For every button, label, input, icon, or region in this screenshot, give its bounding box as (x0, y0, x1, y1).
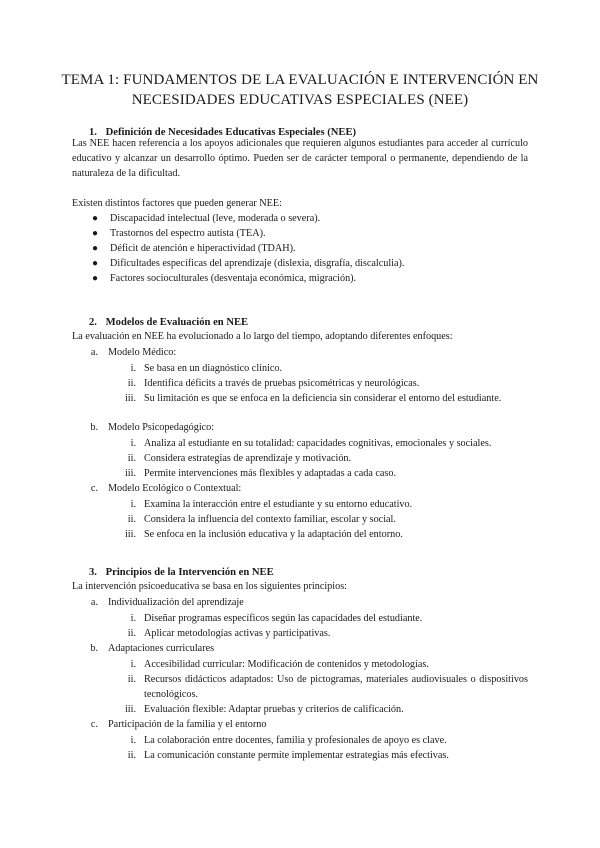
list-item: Se enfoca en la inclusión educativa y la adaptación del entorno. (144, 529, 403, 540)
list-item: Considera la influencia del contexto familiar, escolar y social. (144, 514, 396, 525)
list-item: Considera estrategias de aprendizaje y motivación. (144, 453, 352, 464)
section-3-number: 3. (89, 567, 97, 578)
title-line-2: NECESIDADES EDUCATIVAS ESPECIALES (NEE) (131, 92, 469, 108)
bullet-icon: ● (92, 228, 99, 239)
list-marker: a. (90, 347, 98, 358)
list-item: Identifica déficits a través de pruebas psicométricas y neurológicas. (144, 378, 420, 389)
section-2-title: Modelos de Evaluación en NEE (105, 317, 249, 328)
list-marker: ii. (127, 674, 136, 685)
principle-name: Participación de la familia y el entorno (108, 719, 267, 730)
list-marker: i. (130, 499, 136, 510)
list-marker: c. (90, 719, 98, 730)
section-1-title: Definición de Necesidades Educativas Especiales (NEE) (105, 127, 357, 138)
list-marker: iii. (124, 393, 136, 404)
list-item: Recursos didácticos adaptados: Uso de pictogramas, materiales audiovisuales o dispositivos tecnológicos. (144, 674, 528, 701)
list-item: Analiza al estudiante en su totalidad: capacidades cognitivas, emocionales y sociales. (144, 438, 492, 449)
section-3-intro: La intervención psicoeducativa se basa en los siguientes principios: (72, 581, 347, 592)
model-name: Modelo Ecológico o Contextual: (108, 483, 242, 494)
section-1-number: 1. (89, 127, 97, 138)
model-name: Modelo Médico: (108, 347, 177, 358)
list-item: Aplicar metodologías activas y participativas. (144, 628, 331, 639)
section-3-title: Principios de la Intervención en NEE (105, 567, 274, 578)
section-2-heading (89, 316, 248, 330)
list-marker: i. (130, 438, 136, 449)
bullet-icon: ● (92, 273, 99, 284)
section-2-intro: La evaluación en NEE ha evolucionado a lo largo del tiempo, adoptando diferentes enfoques: (72, 331, 453, 342)
list-marker: ii. (127, 453, 136, 464)
list-marker: iii. (124, 468, 136, 479)
list-marker: i. (130, 363, 136, 374)
factor-text: Factores socioculturales (desventaja económica, migración). (110, 273, 357, 284)
list-marker: i. (130, 659, 136, 670)
list-item: La colaboración entre docentes, familia y profesionales de apoyo es clave. (144, 735, 447, 746)
principle-name: Adaptaciones curriculares (108, 643, 215, 654)
list-marker: c. (90, 483, 98, 494)
list-marker: ii. (127, 750, 136, 761)
list-item: La comunicación constante permite implementar estrategias más efectivas. (144, 750, 449, 761)
list-marker: iii. (124, 529, 136, 540)
list-marker: i. (130, 613, 136, 624)
list-marker: ii. (127, 514, 136, 525)
principle-name: Individualización del aprendizaje (108, 597, 244, 608)
model-name: Modelo Psicopedagógico: (108, 422, 215, 433)
bullet-icon: ● (92, 243, 99, 254)
title-line-1: TEMA 1: FUNDAMENTOS DE LA EVALUACIÓN E INTERVENCIÓN EN (61, 72, 539, 88)
factor-text: Trastornos del espectro autista (TEA). (110, 228, 266, 239)
list-item: Diseñar programas específicos según las capacidades del estudiante. (144, 613, 423, 624)
bullet-icon: ● (92, 258, 99, 269)
list-marker: b. (90, 422, 98, 433)
section-3-heading (89, 566, 274, 580)
list-item: Examina la interacción entre el estudiante y su entorno educativo. (144, 499, 413, 510)
list-item: Accesibilidad curricular: Modificación de contenidos y metodologías. (144, 659, 429, 670)
factor-text: Discapacidad intelectual (leve, moderada o severa). (110, 213, 321, 224)
list-marker: i. (130, 735, 136, 746)
factor-text: Dificultades específicas del aprendizaje (dislexia, disgrafía, discalculia). (110, 258, 405, 269)
page-title (60, 70, 540, 110)
list-marker: b. (90, 643, 98, 654)
list-item: Se basa en un diagnóstico clínico. (144, 363, 283, 374)
list-item: Permite intervenciones más flexibles y adaptadas a cada caso. (144, 468, 397, 479)
factors-intro: Existen distintos factores que pueden generar NEE: (72, 198, 282, 209)
factor-text: Déficit de atención e hiperactividad (TDAH). (110, 243, 296, 254)
bullet-icon: ● (92, 213, 99, 224)
list-marker: ii. (127, 628, 136, 639)
section-2-number: 2. (89, 317, 97, 328)
list-item: Su limitación es que se enfoca en la deficiencia sin considerar el entorno del estudiante. (144, 393, 502, 404)
list-marker: ii. (127, 378, 136, 389)
section-1-paragraph: Las NEE hacen referencia a los apoyos adicionales que requieren algunos estudiantes para acceder al currículo educativo y alcanzar un desarrollo óptimo. Pueden ser de carácter temporal o permanente, dependiendo de la naturaleza de la dificultad. (72, 138, 528, 180)
list-marker: a. (90, 597, 98, 608)
list-marker: iii. (124, 704, 136, 715)
list-item: Evaluación flexible: Adaptar pruebas y criterios de calificación. (144, 704, 404, 715)
